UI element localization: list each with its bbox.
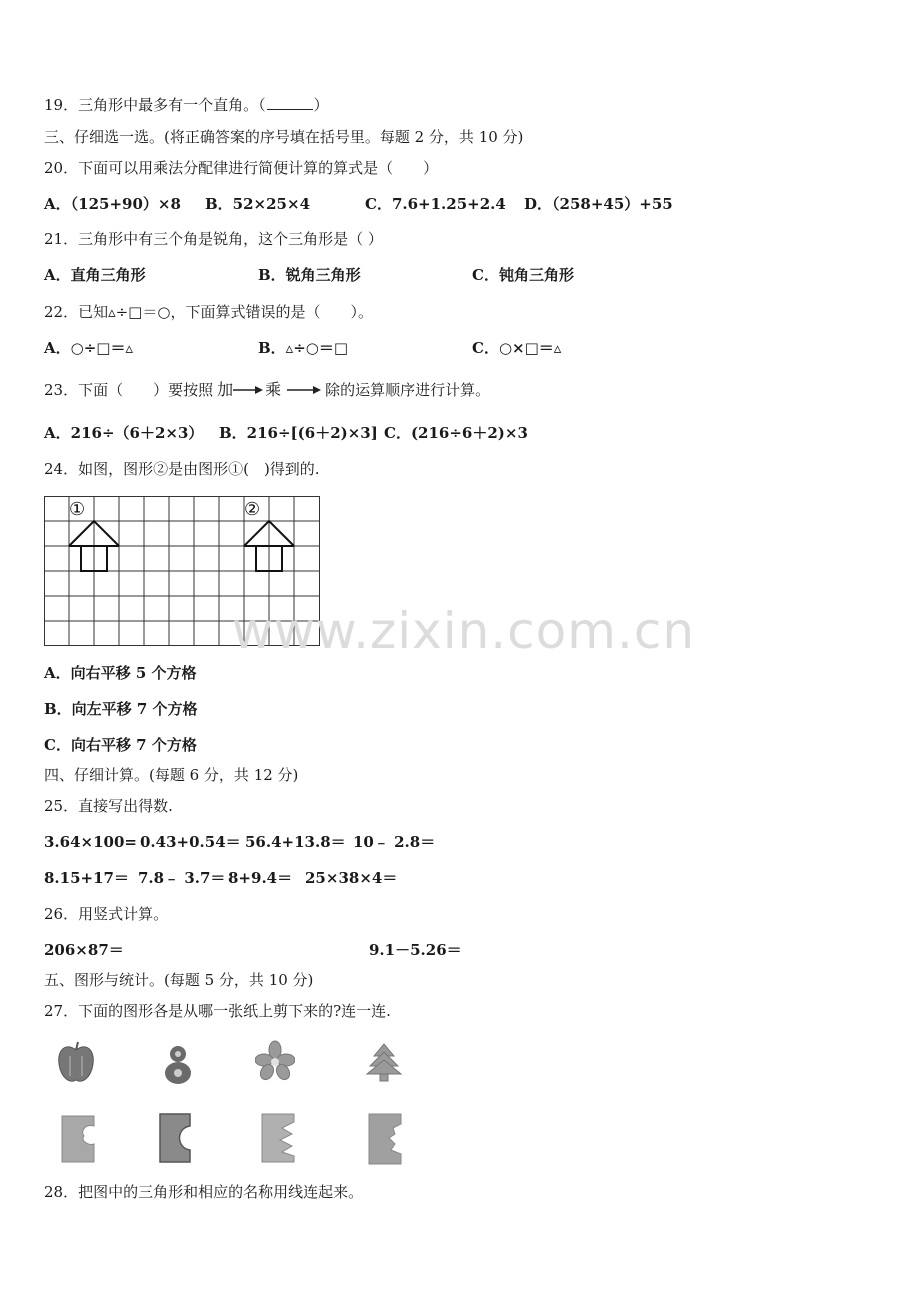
answer-blank[interactable]: [267, 95, 313, 110]
question-23: [44, 380, 490, 400]
q24-option-b[interactable]: B．向左平移 7 个方格: [44, 700, 198, 718]
q20-option-a[interactable]: A．（125+90）×8: [44, 195, 181, 213]
q23-option-a[interactable]: A．216÷（6＋2×3）: [44, 424, 204, 442]
paper-piece-4-icon: [367, 1112, 403, 1166]
calc-item: 3.64×100=: [44, 833, 137, 851]
question-19: [44, 95, 329, 115]
label-shape-2: ②: [244, 499, 261, 520]
apple-shape-icon: [56, 1040, 96, 1084]
section-4-title: 四、仔细计算。(每题 6 分，共 12 分): [44, 766, 299, 784]
section-3-title: 三、仔细选一选。(将正确答案的序号填在括号里。每题 2 分，共 10 分): [44, 128, 524, 146]
paper-piece-2-icon: [158, 1112, 192, 1164]
calc-item: 7.8﹣ 3.7＝: [138, 869, 226, 887]
flower-shape-icon: [255, 1040, 295, 1082]
question-28: 28．把图中的三角形和相应的名称用线连起来。: [44, 1183, 364, 1201]
q19-close: ）: [313, 96, 329, 114]
q20-option-d[interactable]: D．（258+45）+55: [524, 195, 673, 213]
paper-piece-1-icon: [60, 1114, 96, 1164]
q23-option-b[interactable]: B．216÷[(6＋2)×3]: [219, 424, 378, 442]
calc-item: 8.15+17＝: [44, 869, 129, 887]
flow-add: 加: [217, 380, 234, 399]
vertical-calc-item: 9.1－5.26＝: [369, 941, 462, 959]
arrow-right-icon: [287, 384, 321, 396]
translation-grid-figure: [44, 496, 320, 646]
q20-option-c[interactable]: C．7.6+1.25+2.4: [365, 195, 506, 213]
q22-option-b[interactable]: B．▵÷○＝□: [258, 339, 349, 357]
gourd-shape-icon: [160, 1040, 196, 1086]
paper-piece-3-icon: [260, 1112, 296, 1164]
q23-prefix: 23．下面（ ）要按照: [44, 381, 214, 399]
calc-item: 25×38×4＝: [305, 869, 398, 887]
flow-divide: 除: [325, 381, 341, 399]
q22-option-c[interactable]: C．○×□＝▵: [472, 339, 562, 357]
q23-option-c[interactable]: C．(216÷6＋2)×3: [384, 424, 528, 442]
calc-item: 8+9.4＝: [228, 869, 293, 887]
q20-option-b[interactable]: B．52×25×4: [205, 195, 311, 213]
vertical-calc-item: 206×87＝: [44, 941, 124, 959]
q21-option-a[interactable]: A．直角三角形: [44, 266, 146, 284]
operation-order-diagram: [217, 380, 321, 400]
question-20: 20．下面可以用乘法分配律进行简便计算的算式是（ ）: [44, 159, 439, 177]
question-26: 26．用竖式计算。: [44, 905, 169, 923]
q23-suffix: 的运算顺序进行计算。: [340, 381, 491, 399]
q24-option-c[interactable]: C．向右平移 7 个方格: [44, 736, 197, 754]
calc-item: 10﹣ 2.8＝: [353, 833, 436, 851]
q21-option-c[interactable]: C．钝角三角形: [472, 266, 574, 284]
question-21: 21．三角形中有三个角是锐角，这个三角形是（ ）: [44, 230, 383, 248]
q24-option-a[interactable]: A．向右平移 5 个方格: [44, 664, 197, 682]
arrow-right-icon: [233, 384, 263, 396]
q19-text: 19．三角形中最多有一个直角。（: [44, 96, 266, 114]
watermark: www.zixin.com.cn: [232, 602, 696, 660]
calc-item: 0.43+0.54＝: [140, 833, 241, 851]
q21-option-b[interactable]: B．锐角三角形: [258, 266, 361, 284]
tree-shape-icon: [364, 1042, 404, 1082]
calc-item: 56.4+13.8＝: [245, 833, 346, 851]
question-22: 22．已知▵÷□＝○，下面算式错误的是（ ）。: [44, 303, 373, 321]
question-27: 27．下面的图形各是从哪一张纸上剪下来的?连一连.: [44, 1002, 391, 1020]
label-shape-1: ①: [69, 499, 86, 520]
q22-option-a[interactable]: A．○÷□＝▵: [44, 339, 133, 357]
flow-multiply: 乘: [265, 380, 282, 399]
question-24: 24．如图，图形②是由图形①( )得到的.: [44, 460, 320, 478]
section-5-title: 五、图形与统计。(每题 5 分，共 10 分): [44, 971, 314, 989]
question-25: 25．直接写出得数.: [44, 797, 173, 815]
